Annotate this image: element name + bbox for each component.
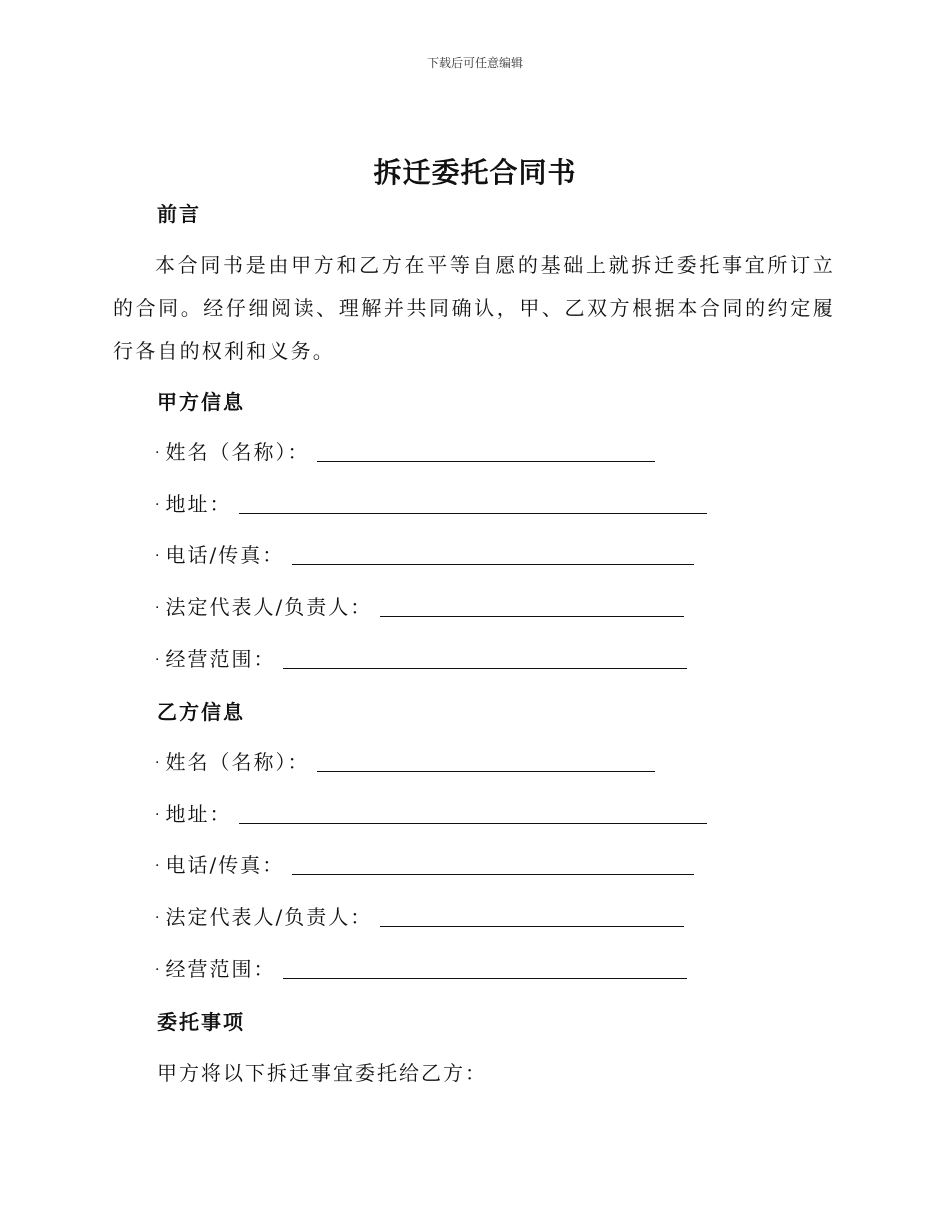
party-a-name-label: 姓名（名称）： xyxy=(165,440,310,464)
party-b-name-blank[interactable] xyxy=(317,771,655,772)
party-a-phone-field[interactable] xyxy=(155,538,694,568)
party-a-representative-blank[interactable] xyxy=(380,616,684,617)
party-a-heading: 甲方信息 xyxy=(157,390,245,414)
header-note: 下载后可任意编辑 xyxy=(426,56,523,70)
bullet-icon: · xyxy=(155,652,160,668)
bullet-icon: · xyxy=(155,445,160,461)
bullet-icon: · xyxy=(155,962,160,978)
entrustment-heading: 委托事项 xyxy=(157,1010,245,1034)
party-b-scope-label: 经营范围： xyxy=(165,957,276,981)
party-b-address-blank[interactable] xyxy=(239,823,707,824)
party-b-address-field[interactable] xyxy=(155,797,707,827)
party-b-scope-blank[interactable] xyxy=(283,978,687,979)
party-a-phone-blank[interactable] xyxy=(292,564,694,565)
party-a-name-field[interactable] xyxy=(155,435,655,465)
party-b-phone-label: 电话/传真： xyxy=(165,853,285,877)
party-a-representative-field[interactable] xyxy=(155,590,684,620)
preface-heading: 前言 xyxy=(157,202,201,226)
bullet-icon: · xyxy=(155,858,160,874)
party-a-address-label: 地址： xyxy=(165,492,232,516)
document-title: 拆迁委托合同书 xyxy=(373,156,577,189)
party-b-name-field[interactable] xyxy=(155,745,655,775)
preface-paragraph: 本合同书是由甲方和乙方在平等自愿的基础上就拆迁委托事宜所订立的合同。经仔细阅读、理解并共同确认，甲、乙双方根据本合同的约定履行各自的权利和义务。 xyxy=(113,253,835,363)
party-b-representative-blank[interactable] xyxy=(380,926,684,927)
party-a-name-blank[interactable] xyxy=(317,461,655,462)
party-a-address-field[interactable] xyxy=(155,487,707,517)
party-b-name-label: 姓名（名称）： xyxy=(165,750,310,774)
party-b-scope-field[interactable] xyxy=(155,952,687,982)
entrustment-intro: 甲方将以下拆迁事宜委托给乙方： xyxy=(157,1061,487,1085)
bullet-icon: · xyxy=(155,910,160,926)
party-a-representative-label: 法定代表人/负责人： xyxy=(165,595,373,619)
party-b-heading: 乙方信息 xyxy=(157,700,245,724)
bullet-icon: · xyxy=(155,548,160,564)
bullet-icon: · xyxy=(155,600,160,616)
party-a-address-blank[interactable] xyxy=(239,513,707,514)
party-b-phone-field[interactable] xyxy=(155,848,694,878)
party-b-address-label: 地址： xyxy=(165,802,232,826)
bullet-icon: · xyxy=(155,807,160,823)
party-b-phone-blank[interactable] xyxy=(292,874,694,875)
party-a-phone-label: 电话/传真： xyxy=(165,543,285,567)
party-a-scope-field[interactable] xyxy=(155,642,687,672)
bullet-icon: · xyxy=(155,755,160,771)
party-b-representative-label: 法定代表人/负责人： xyxy=(165,905,373,929)
party-a-scope-label: 经营范围： xyxy=(165,647,276,671)
party-a-scope-blank[interactable] xyxy=(283,668,687,669)
bullet-icon: · xyxy=(155,497,160,513)
party-b-representative-field[interactable] xyxy=(155,900,684,930)
